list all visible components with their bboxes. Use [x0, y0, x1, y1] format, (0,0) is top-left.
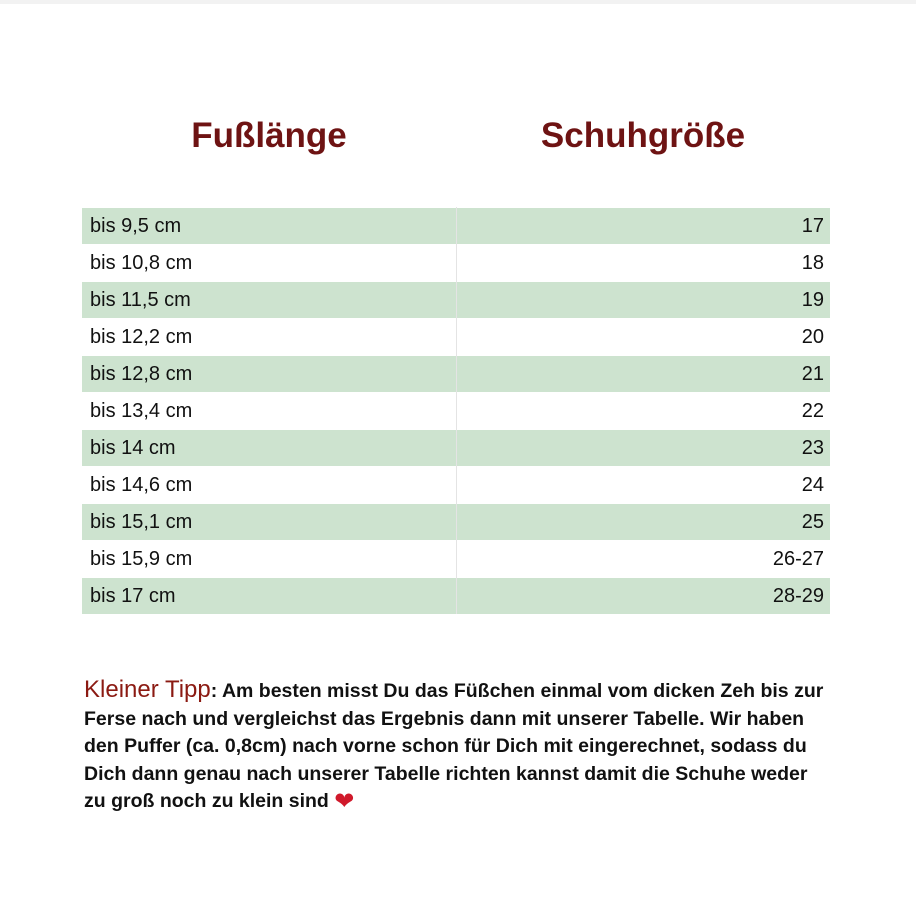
foot-length-cell: bis 12,2 cm [90, 325, 193, 348]
shoe-size-cell: 17 [801, 214, 824, 237]
shoe-size-cell: 21 [801, 362, 824, 385]
header-shoe-size: Schuhgröße [540, 116, 746, 155]
foot-length-cell: bis 12,8 cm [90, 362, 193, 385]
foot-length-cell: bis 14 cm [90, 436, 176, 459]
heart-icon: ❤ [334, 788, 355, 815]
size-table [82, 102, 830, 614]
foot-length-cell: bis 15,1 cm [90, 510, 193, 533]
header-foot-length: Fußlänge [191, 116, 347, 155]
tip-text: : Am besten misst Du das Füßchen einmal vom dicken Zeh bis zur Ferse nach und vergleichst das Ergebnis dann mit unserer Tabelle. Wir haben den Puffer (ca. 0,8cm) nach vorne schon für Dich mit eingerechnet, sodass du Dich dann genau nach unserer Tabelle richten kannst damit die Schuhe weder zu groß noch zu klein sind [84, 680, 824, 812]
tip-label: Kleiner Tipp [84, 676, 211, 703]
top-bar [0, 0, 916, 4]
table-header [82, 102, 830, 207]
foot-length-cell: bis 10,8 cm [90, 251, 193, 274]
shoe-size-cell: 26-27 [772, 547, 824, 570]
foot-length-cell: bis 17 cm [90, 584, 176, 607]
shoe-size-cell: 28-29 [772, 584, 824, 607]
foot-length-cell: bis 11,5 cm [90, 288, 191, 311]
foot-length-cell: bis 14,6 cm [90, 473, 193, 496]
shoe-size-cell: 18 [801, 251, 824, 274]
shoe-size-cell: 25 [801, 510, 824, 533]
foot-length-cell: bis 15,9 cm [90, 547, 193, 570]
foot-length-cell: bis 13,4 cm [90, 399, 193, 422]
foot-length-cell: bis 9,5 cm [90, 214, 182, 237]
shoe-size-cell: 24 [801, 473, 824, 496]
shoe-size-cell: 23 [801, 436, 824, 459]
tip-paragraph [84, 676, 824, 816]
shoe-size-cell: 22 [801, 399, 824, 422]
shoe-size-cell: 19 [801, 288, 824, 311]
shoe-size-cell: 20 [801, 325, 824, 348]
